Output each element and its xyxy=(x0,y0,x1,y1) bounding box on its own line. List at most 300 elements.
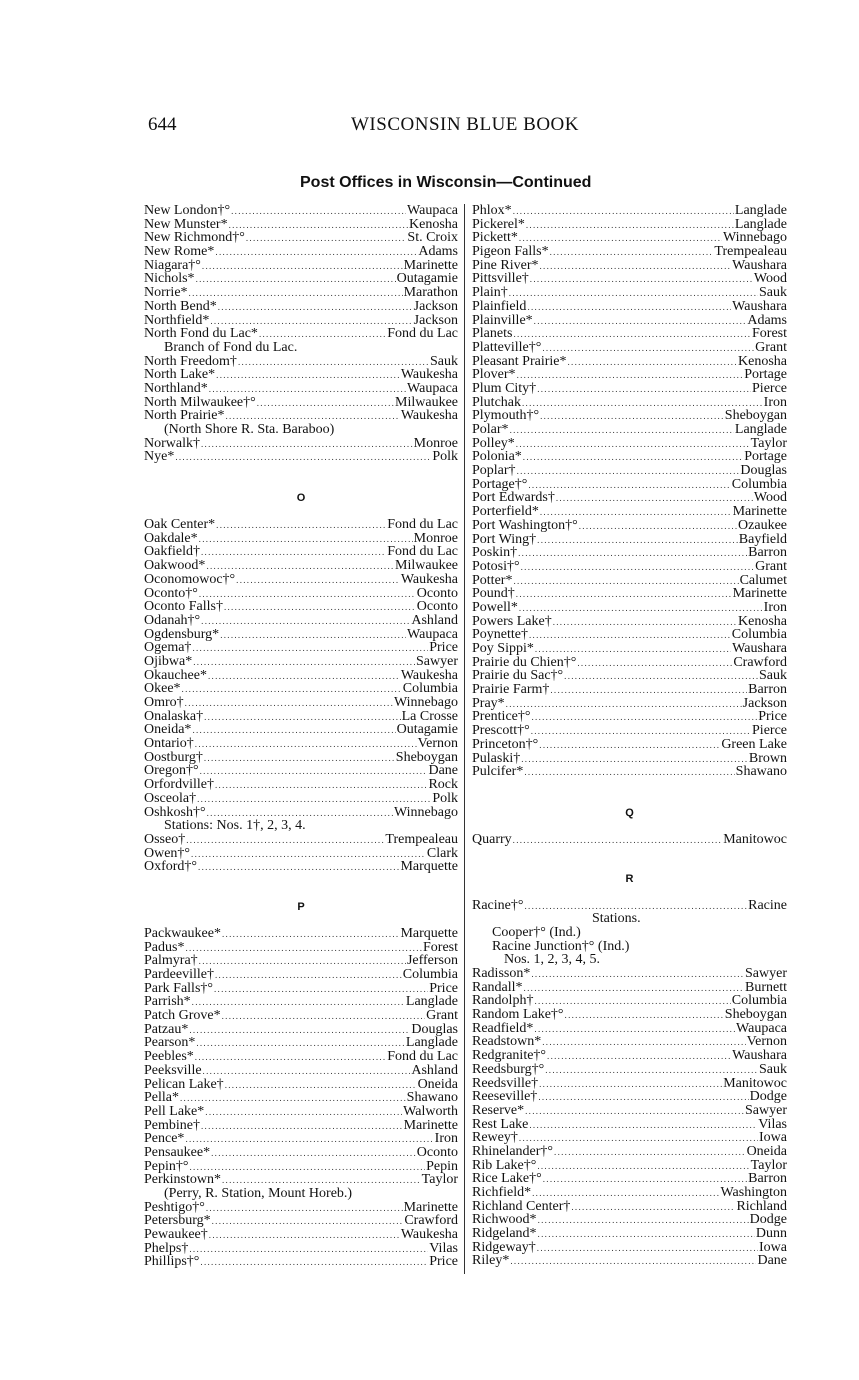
post-office-name: Porterfield* xyxy=(472,505,539,519)
dot-leader xyxy=(542,1036,745,1049)
post-office-entry xyxy=(472,833,787,847)
county-name: Outagamie xyxy=(396,272,458,287)
post-office-entry xyxy=(472,738,787,752)
post-office-entry xyxy=(144,587,458,601)
county-name: Waukesha xyxy=(400,1228,458,1242)
county-name: Kenosha xyxy=(409,217,458,232)
county-name: Marinette xyxy=(403,258,458,273)
post-office-name: Random Lake†° xyxy=(472,1008,564,1022)
dot-leader xyxy=(534,995,730,1008)
post-office-entry xyxy=(472,1063,787,1077)
post-office-name: New Richmond†° xyxy=(144,231,245,246)
post-office-entry xyxy=(144,682,458,696)
post-office-entry xyxy=(472,994,787,1008)
post-office-name: Plain† xyxy=(472,286,508,300)
post-office-entry xyxy=(472,724,787,738)
post-office-name: Oregon†° xyxy=(144,764,199,779)
post-office-entry xyxy=(144,314,458,328)
post-office-entry xyxy=(144,764,458,778)
post-office-name: Palmyra† xyxy=(144,954,198,968)
post-office-name: Oshkosh†° xyxy=(144,805,206,820)
post-office-name: Radisson* xyxy=(472,967,531,981)
post-office-entry xyxy=(472,382,787,396)
post-office-entry xyxy=(144,545,458,559)
dot-leader xyxy=(534,315,747,328)
dot-leader xyxy=(524,766,734,779)
post-office-entry xyxy=(144,655,458,669)
post-office-name: Rice Lake†° xyxy=(472,1172,542,1186)
post-office-entry xyxy=(472,967,787,981)
post-office-name: Potosi†° xyxy=(472,559,520,574)
county-name: Dodge xyxy=(749,1213,787,1228)
county-name: Douglas xyxy=(411,1022,458,1037)
post-office-entry xyxy=(144,532,458,546)
dot-leader xyxy=(201,615,410,628)
post-office-entry xyxy=(144,982,458,996)
post-office-entry xyxy=(144,450,458,464)
post-office-name: Pell Lake* xyxy=(144,1104,205,1119)
post-office-entry xyxy=(144,1146,458,1160)
dot-leader xyxy=(229,219,408,232)
dot-leader xyxy=(527,301,731,314)
dot-leader xyxy=(210,315,412,328)
dot-leader xyxy=(513,205,734,218)
dot-leader xyxy=(567,356,737,369)
post-office-name: Reeseville† xyxy=(472,1090,538,1104)
post-office-entry xyxy=(144,710,458,724)
county-name: Vernon xyxy=(417,737,458,751)
county-name: Green Lake xyxy=(721,737,787,752)
post-office-entry xyxy=(472,519,787,533)
post-office-name: Peeksville xyxy=(144,1063,202,1078)
county-name: Jefferson xyxy=(406,954,458,968)
county-name: Ashland xyxy=(411,1063,458,1078)
county-name: Grant xyxy=(426,1009,458,1023)
county-name: Marquette xyxy=(400,926,458,941)
post-office-entry xyxy=(472,1145,787,1159)
dot-leader xyxy=(192,996,405,1009)
county-name: Kenosha xyxy=(738,614,787,629)
dot-leader xyxy=(195,738,417,751)
post-office-entry xyxy=(144,614,458,628)
post-office-entry xyxy=(472,899,787,913)
post-office-entry xyxy=(472,981,787,995)
post-office-name: Ridgeway† xyxy=(472,1240,536,1255)
post-office-entry xyxy=(472,765,787,779)
post-office-name: Pigeon Falls* xyxy=(472,245,549,259)
entry-note: Stations: Nos. 1†, 2, 3, 4. xyxy=(164,818,306,834)
post-office-name: North Lake* xyxy=(144,368,216,382)
dot-leader xyxy=(195,1051,386,1064)
dot-leader xyxy=(205,1106,402,1119)
post-office-name: Park Falls†° xyxy=(144,981,213,996)
dot-leader xyxy=(186,834,384,847)
dot-leader xyxy=(554,1146,746,1159)
dot-leader xyxy=(542,342,754,355)
post-office-name: Oneida* xyxy=(144,723,192,738)
post-office-name: Pepin†° xyxy=(144,1159,189,1174)
county-name: Polk xyxy=(432,450,458,465)
dot-leader xyxy=(206,560,394,573)
post-office-name: Quarry xyxy=(472,832,512,847)
post-office-name: Ojibwa* xyxy=(144,654,193,669)
county-name: Barron xyxy=(748,683,787,697)
post-office-entry xyxy=(472,683,787,697)
post-office-name: Randall* xyxy=(472,980,523,995)
post-office-name: Packwaukee* xyxy=(144,926,221,941)
post-office-entry xyxy=(144,968,458,982)
county-name: Oconto xyxy=(416,586,458,601)
county-name: Trempealeau xyxy=(385,832,458,847)
post-office-name: Oxford†° xyxy=(144,860,198,874)
dot-leader xyxy=(516,588,732,601)
post-office-name: Readstown* xyxy=(472,1035,542,1050)
county-name: Grant xyxy=(755,559,787,574)
county-name: Crawford xyxy=(404,1214,458,1229)
post-office-name: Pella* xyxy=(144,1091,179,1105)
dot-leader xyxy=(537,1242,758,1255)
post-office-name: Pensaukee* xyxy=(144,1145,211,1160)
post-office-name: Rest Lake xyxy=(472,1117,529,1132)
dot-leader xyxy=(201,1120,403,1133)
post-office-entry xyxy=(472,1008,787,1022)
dot-leader xyxy=(553,616,737,629)
county-name: Price xyxy=(429,981,458,996)
post-office-entry xyxy=(472,368,787,382)
post-office-name: Pickett* xyxy=(472,231,518,246)
county-name: Taylor xyxy=(750,1158,787,1173)
county-name: Oneida xyxy=(417,1077,458,1092)
dot-leader xyxy=(220,629,406,642)
post-office-entry xyxy=(144,1255,458,1269)
county-name: Rock xyxy=(428,778,458,792)
post-office-name: Pound† xyxy=(472,587,515,601)
post-office-name: Poskin† xyxy=(472,546,518,560)
n-entries-2 xyxy=(144,355,458,423)
post-office-name: Pewaukee† xyxy=(144,1228,208,1242)
dot-leader xyxy=(538,1228,755,1241)
county-name: Marinette xyxy=(403,1200,458,1215)
section-letter-q: Q xyxy=(625,806,634,819)
dot-leader xyxy=(521,561,754,574)
county-name: Forest xyxy=(752,327,787,341)
dot-leader xyxy=(530,273,753,286)
post-office-name: Readfield* xyxy=(472,1021,534,1036)
post-office-entry xyxy=(144,927,458,941)
county-name: Burnett xyxy=(745,980,787,995)
post-office-entry xyxy=(472,231,787,245)
dot-leader xyxy=(225,1079,417,1092)
county-name: Columbia xyxy=(402,682,458,696)
county-name: Fond du Lac xyxy=(387,518,458,532)
dot-leader xyxy=(510,424,734,437)
post-office-name: Potter* xyxy=(472,573,513,588)
post-office-entry xyxy=(144,1091,458,1105)
dot-leader xyxy=(523,451,743,464)
post-office-name: Pine River* xyxy=(472,258,539,273)
dot-leader xyxy=(531,711,757,724)
post-office-entry xyxy=(144,396,458,410)
post-office-name: Oconomowoc†° xyxy=(144,572,236,587)
dot-leader xyxy=(534,1023,735,1036)
county-name: Winnebago xyxy=(723,231,787,246)
county-name: Columbia xyxy=(731,628,787,642)
county-name: Jackson xyxy=(742,696,787,711)
dot-leader xyxy=(218,301,413,314)
county-name: La Crosse xyxy=(401,709,458,724)
dot-leader xyxy=(185,1133,433,1146)
dot-leader xyxy=(201,438,413,451)
post-office-entry xyxy=(472,1241,787,1255)
county-name: Vernon xyxy=(746,1035,787,1050)
post-office-entry xyxy=(472,1254,787,1268)
post-office-entry xyxy=(472,1090,787,1104)
dot-leader xyxy=(212,1215,404,1228)
post-office-name: Poy Sippi* xyxy=(472,642,534,656)
dot-leader xyxy=(193,656,415,669)
q-entries xyxy=(472,833,787,847)
dot-leader xyxy=(531,725,751,738)
post-office-name: Ogdensburg* xyxy=(144,627,220,642)
post-office-entry xyxy=(472,327,787,341)
p-entries-continued xyxy=(472,204,787,779)
county-name: Iowa xyxy=(759,1240,787,1255)
post-office-name: Pulcifer* xyxy=(472,765,524,779)
county-name: Columbia xyxy=(731,477,787,492)
dot-leader xyxy=(214,983,428,996)
post-office-name: Petersburg* xyxy=(144,1214,211,1229)
post-office-entry xyxy=(144,1050,458,1064)
p-entries-2 xyxy=(144,1201,458,1269)
dot-leader xyxy=(540,410,724,423)
dot-leader xyxy=(180,1092,406,1105)
post-office-entry xyxy=(144,1132,458,1146)
dot-leader xyxy=(204,752,395,765)
county-name: Iron xyxy=(763,395,787,410)
dot-leader xyxy=(506,698,742,711)
post-office-name: Pearson* xyxy=(144,1036,196,1051)
dot-leader xyxy=(519,232,722,245)
county-name: Walworth xyxy=(403,1104,458,1119)
dot-leader xyxy=(526,219,734,232)
dot-leader xyxy=(199,588,416,601)
dot-leader xyxy=(571,1201,735,1214)
dot-leader xyxy=(510,1255,756,1268)
county-name: Forest xyxy=(423,940,458,955)
post-office-entry xyxy=(472,355,787,369)
county-name: Sawyer xyxy=(416,654,458,669)
post-office-entry xyxy=(144,231,458,245)
post-office-entry xyxy=(472,450,787,464)
post-office-entry xyxy=(144,286,458,300)
p-entries xyxy=(144,927,458,1187)
dot-leader xyxy=(192,724,395,737)
post-office-name: Randolph† xyxy=(472,994,534,1009)
post-office-name: Riley* xyxy=(472,1254,510,1269)
dot-leader xyxy=(189,287,403,300)
dot-leader xyxy=(215,246,417,259)
post-office-entry xyxy=(472,437,787,451)
post-office-name: Reedsburg†° xyxy=(472,1062,545,1077)
county-name: Pierce xyxy=(752,724,787,738)
o-entries-2 xyxy=(144,833,458,874)
county-name: Sauk xyxy=(430,354,458,369)
post-office-entry xyxy=(472,1213,787,1227)
post-office-entry xyxy=(144,792,458,806)
post-office-name: Platteville†° xyxy=(472,340,542,355)
dot-leader xyxy=(564,670,758,683)
n-entries xyxy=(144,204,458,341)
post-office-entry xyxy=(144,1036,458,1050)
post-office-name: Oconto Falls† xyxy=(144,600,223,614)
county-name: Monroe xyxy=(413,436,458,451)
post-office-name: Prescott†° xyxy=(472,724,530,738)
post-office-entry xyxy=(472,601,787,615)
post-office-name: Pembine† xyxy=(144,1118,200,1133)
post-office-entry xyxy=(472,259,787,273)
dot-leader xyxy=(531,968,744,981)
county-name: Fond du Lac xyxy=(387,1050,458,1064)
county-name: Ashland xyxy=(411,613,458,628)
county-name: Kenosha xyxy=(738,354,787,369)
post-office-entry xyxy=(144,300,458,314)
county-name: Milwaukee xyxy=(395,395,458,410)
county-name: Marinette xyxy=(732,587,787,601)
county-name: Brown xyxy=(748,751,787,766)
post-office-name: Niagara†° xyxy=(144,258,201,273)
post-office-entry xyxy=(472,300,787,314)
post-office-name: North Bend* xyxy=(144,299,217,314)
dot-leader xyxy=(222,1010,426,1023)
entry-note: Cooper†° (Ind.) xyxy=(492,924,581,940)
county-name: Monroe xyxy=(413,531,458,546)
dot-leader xyxy=(191,848,426,861)
post-office-name: Rewey† xyxy=(472,1131,518,1145)
post-office-name: Patzau* xyxy=(144,1022,189,1037)
post-office-name: Powers Lake† xyxy=(472,614,552,629)
post-office-entry xyxy=(144,737,458,751)
post-office-name: Reedsville† xyxy=(472,1076,539,1091)
dot-leader xyxy=(222,928,400,941)
county-name: Waukesha xyxy=(400,572,458,587)
post-office-entry xyxy=(472,423,787,437)
dot-leader xyxy=(540,506,732,519)
post-office-name: North Fond du Lac* xyxy=(144,327,258,341)
post-office-name: Redgranite†° xyxy=(472,1049,547,1063)
post-office-entry xyxy=(472,710,787,724)
entry-note: Racine Junction†° (Ind.) xyxy=(492,938,630,954)
post-office-entry xyxy=(472,272,787,286)
section-letter-r: R xyxy=(625,872,634,885)
dot-leader xyxy=(517,465,740,478)
post-office-name: Onalaska† xyxy=(144,709,204,724)
post-office-entry xyxy=(144,382,458,396)
county-name: Sheboygan xyxy=(724,1008,787,1022)
dot-leader xyxy=(198,861,399,874)
county-name: Marinette xyxy=(732,505,787,519)
entry-note: Nos. 1, 2, 3, 4, 5. xyxy=(504,952,601,968)
post-office-entry xyxy=(472,560,787,574)
post-office-name: Pulaski† xyxy=(472,751,521,766)
post-office-name: Princeton†° xyxy=(472,737,539,752)
post-office-entry xyxy=(144,751,458,765)
county-name: Manitowoc xyxy=(723,832,787,847)
dot-leader xyxy=(211,1147,416,1160)
dot-leader xyxy=(215,969,402,982)
o-entries xyxy=(144,518,458,819)
dot-leader xyxy=(257,397,394,410)
county-name: Waushara xyxy=(732,642,787,656)
post-office-name: Poplar† xyxy=(472,464,516,478)
post-office-entry xyxy=(144,723,458,737)
dot-leader xyxy=(238,356,429,369)
post-office-entry xyxy=(144,1064,458,1078)
dot-leader xyxy=(537,1160,749,1173)
post-office-name: Northland* xyxy=(144,381,208,396)
post-office-entry xyxy=(472,615,787,629)
post-office-name: Norrie* xyxy=(144,286,188,300)
county-name: Pierce xyxy=(752,381,787,396)
dot-leader xyxy=(189,1024,410,1037)
post-office-name: Odanah†° xyxy=(144,613,201,628)
post-office-name: Ontario† xyxy=(144,737,194,751)
dot-leader xyxy=(538,1091,748,1104)
post-office-name: Prairie Farm† xyxy=(472,683,550,697)
dot-leader xyxy=(246,232,407,245)
dot-leader xyxy=(516,438,750,451)
post-office-name: Rib Lake†° xyxy=(472,1158,537,1173)
post-office-name: Oostburg† xyxy=(144,750,203,765)
column-divider xyxy=(464,204,465,1274)
county-name: Dane xyxy=(757,1254,787,1269)
post-office-name: Oconto†° xyxy=(144,586,198,601)
post-office-entry xyxy=(472,245,787,259)
post-office-entry xyxy=(472,1172,787,1186)
dot-leader xyxy=(199,533,413,546)
post-office-entry xyxy=(472,1200,787,1214)
post-office-entry xyxy=(472,464,787,478)
county-name: Richland xyxy=(736,1199,787,1214)
post-office-name: Pickerel* xyxy=(472,217,525,232)
r-entries-2 xyxy=(472,967,787,1268)
post-office-name: Oakdale* xyxy=(144,531,198,546)
post-office-name: Racine†° xyxy=(472,898,524,913)
post-office-entry xyxy=(144,696,458,710)
post-office-name: Oak Center* xyxy=(144,518,216,532)
post-office-name: Northfield* xyxy=(144,313,210,328)
post-office-entry xyxy=(144,245,458,259)
dot-leader xyxy=(518,547,747,560)
post-office-name: Prentice†° xyxy=(472,710,531,725)
post-office-entry xyxy=(472,286,787,300)
county-name: Washington xyxy=(720,1186,787,1200)
dot-leader xyxy=(565,1009,724,1022)
post-office-entry xyxy=(144,518,458,532)
post-office-entry xyxy=(144,941,458,955)
county-name: Winnebago xyxy=(394,696,458,710)
post-office-name: New Munster* xyxy=(144,217,228,232)
running-head: WISCONSIN BLUE BOOK xyxy=(351,114,579,135)
county-name: Sauk xyxy=(759,669,787,684)
post-office-name: Polar* xyxy=(472,423,509,437)
dot-leader xyxy=(524,982,744,995)
dot-leader xyxy=(175,451,431,464)
dot-leader xyxy=(231,205,406,218)
dot-leader xyxy=(185,697,393,710)
post-office-entry xyxy=(144,1119,458,1133)
dot-leader xyxy=(216,519,386,532)
dot-leader xyxy=(556,492,753,505)
